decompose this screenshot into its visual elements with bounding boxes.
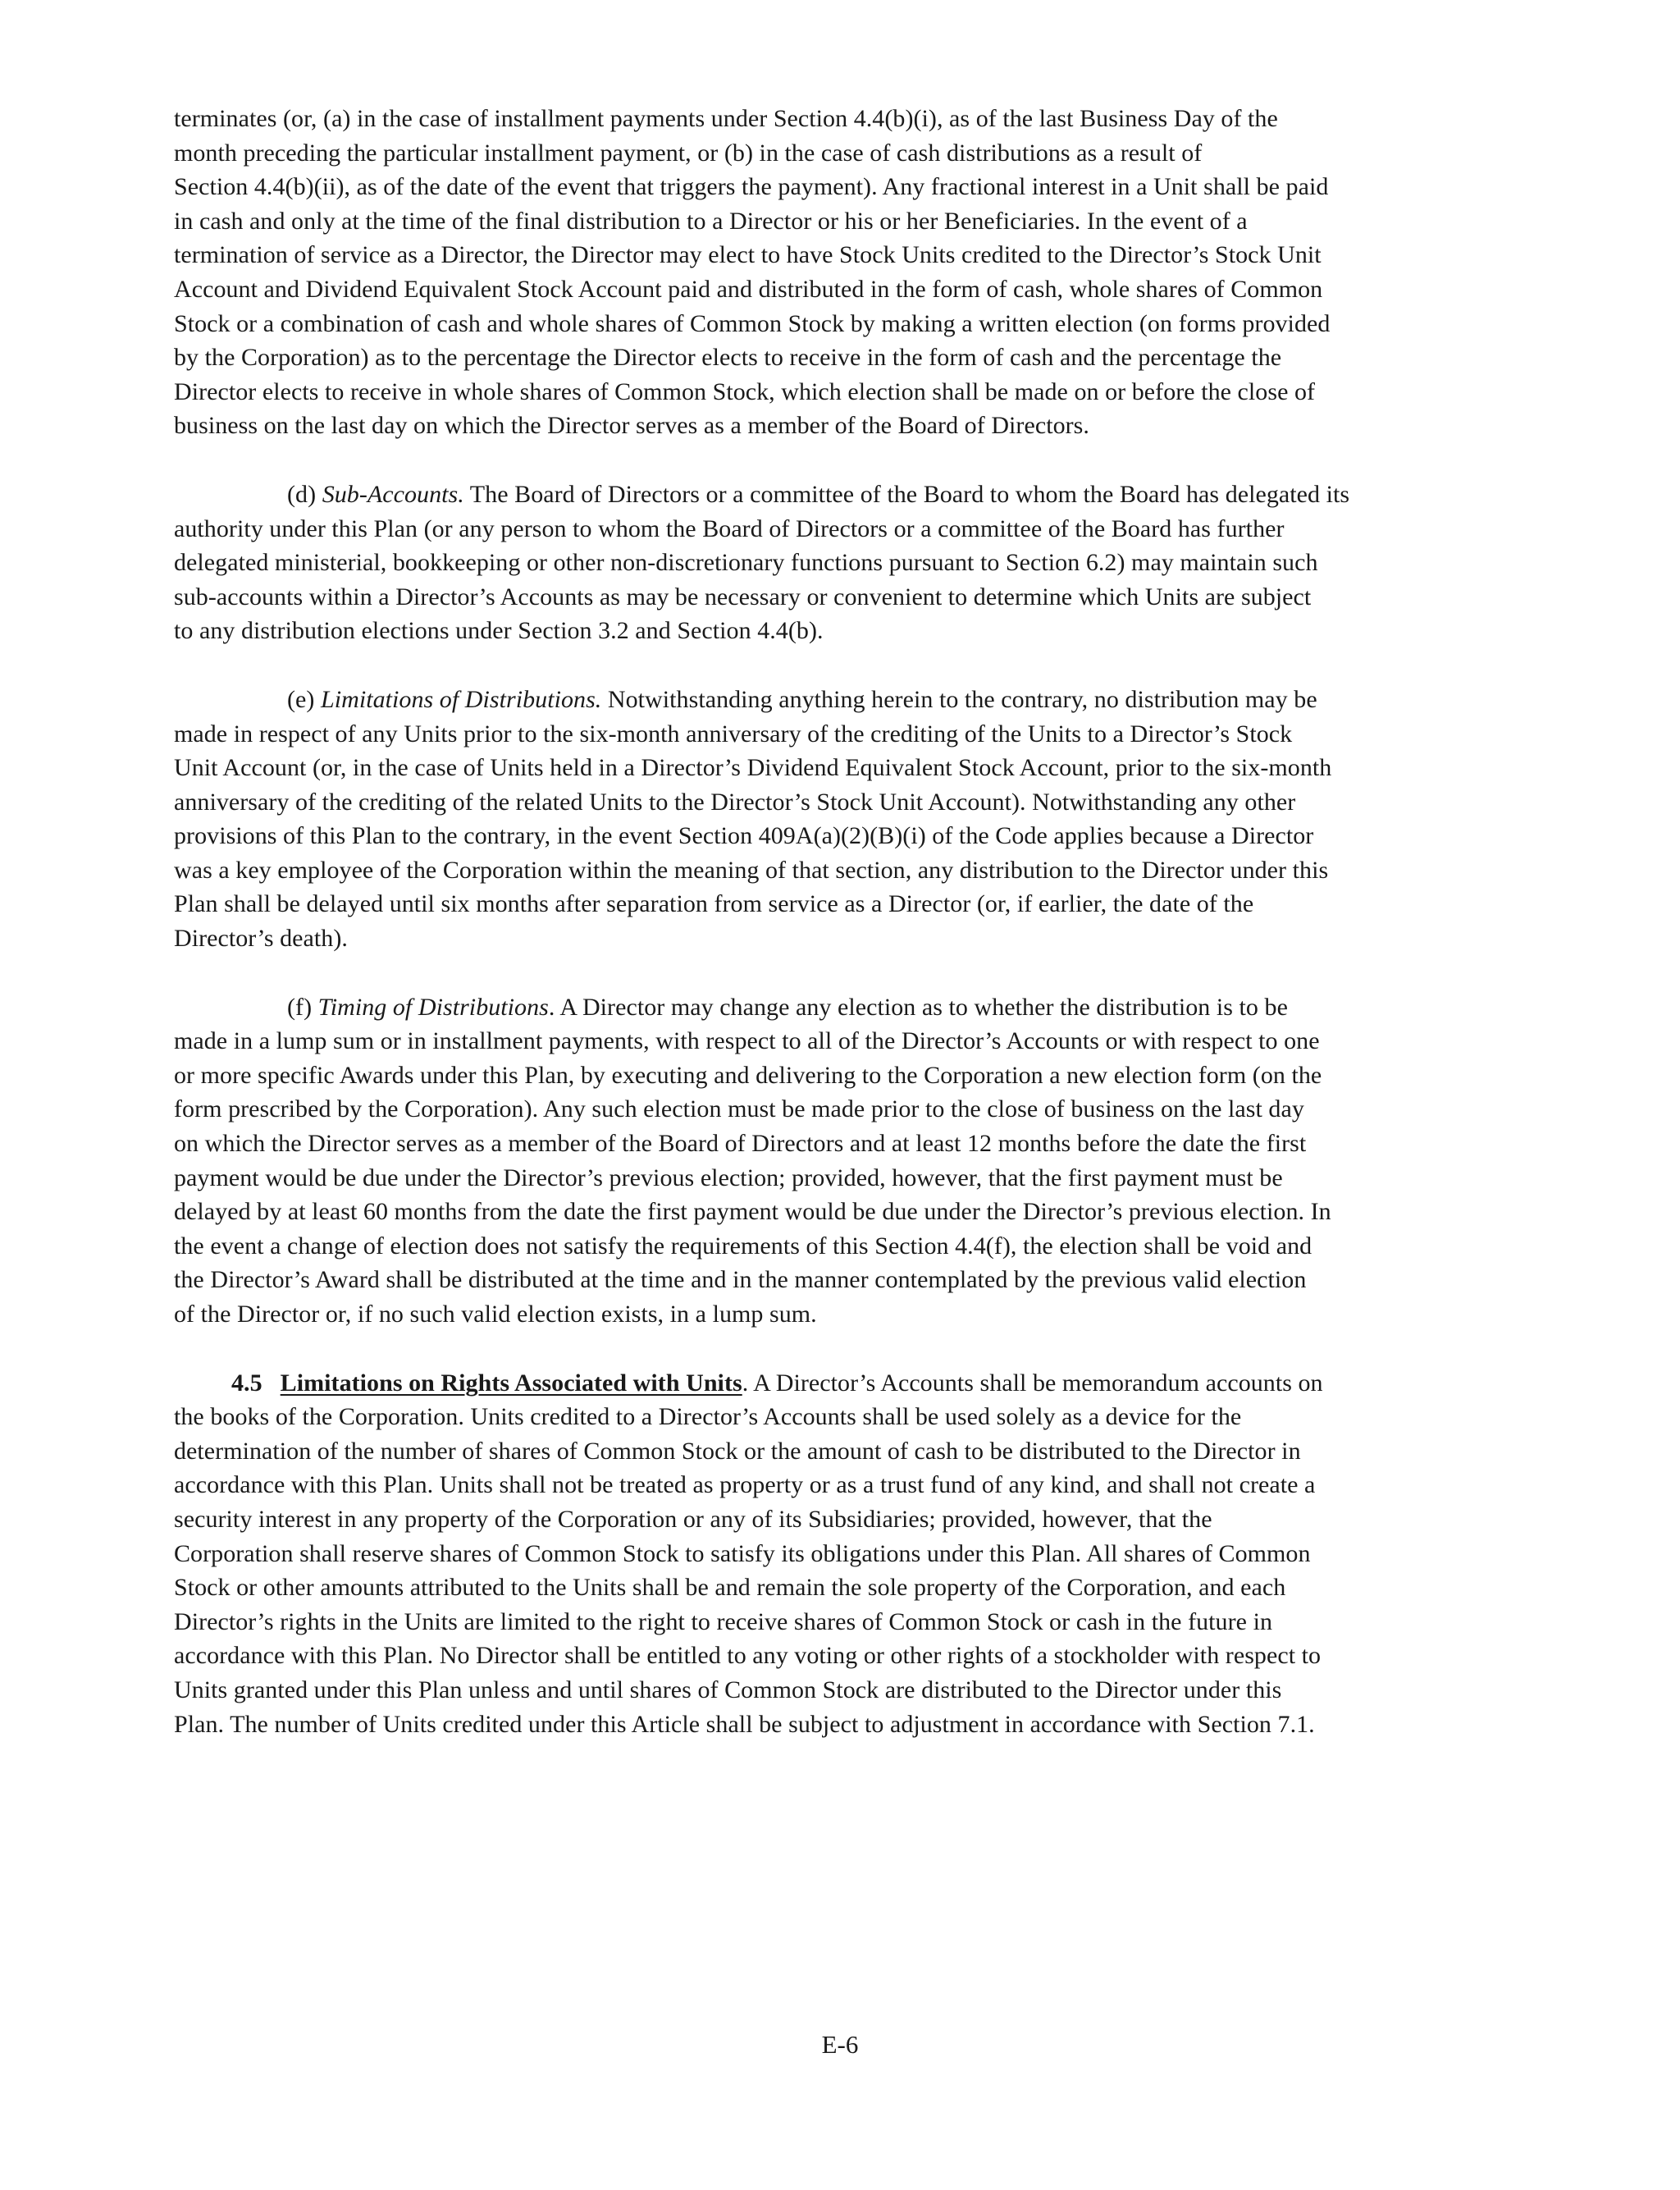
text-line: . A Director’s Accounts shall be memorandum accounts on [742,1369,1323,1397]
text-line: Corporation shall reserve shares of Common Stock to satisfy its obligations under this Plan. All shares of Common [174,1539,1311,1567]
section-title: Limitations on Rights Associated with Units [280,1369,742,1397]
text-line: in cash and only at the time of the final distribution to a Director or his or her Beneficiaries. In the event of a [174,207,1248,235]
text-line: Units granted under this Plan unless and until shares of Common Stock are distributed to the Director under this [174,1676,1282,1703]
text-line: delayed by at least 60 months from the date the first payment would be due under the Director’s previous election. In [174,1198,1331,1226]
text-line: made in respect of any Units prior to the six-month anniversary of the crediting of the Units to a Director’s Stock [174,720,1293,748]
page-number: E-6 [821,2030,859,2059]
text-line: the books of the Corporation. Units credited to a Director’s Accounts shall be used solely as a device for the [174,1403,1242,1431]
section-number: 4.5 [231,1369,262,1397]
text-line: payment would be due under the Director’s previous election; provided, however, that the first payment must be [174,1164,1283,1191]
text-line: determination of the number of shares of Common Stock or the amount of cash to be distributed to the Director in [174,1437,1301,1465]
text-line: Stock or a combination of cash and whole shares of Common Stock by making a written election (on forms provided [174,309,1331,337]
text-line: Unit Account (or, in the case of Units held in a Director’s Dividend Equivalent Stock Account, prior to the six-month [174,754,1332,782]
paragraph-d-sub-accounts [174,478,1509,648]
text-line: Director’s death). [174,925,348,953]
text-line: Director elects to receive in whole shares of Common Stock, which election shall be made on or before the close of [174,377,1316,405]
text-line: Section 4.4(b)(ii), as of the date of the event that triggers the payment). Any fractional interest in a Unit shall be paid [174,173,1329,201]
text-line: terminates (or, (a) in the case of installment payments under Section 4.4(b)(i), as of the last Business Day of the [174,105,1278,132]
text-line: on which the Director serves as a member of the Board of Directors and at least 12 months before the date the first [174,1130,1307,1158]
subsection-label: (e) [287,685,321,713]
text-line: the event a change of election does not satisfy the requirements of this Section 4.4(f), the election shall be void and [174,1232,1312,1260]
text-line: Stock or other amounts attributed to the Units shall be and remain the sole property of the Corporation, and each [174,1574,1286,1602]
text-line: accordance with this Plan. No Director shall be entitled to any voting or other rights of a stockholder with respect to [174,1642,1322,1670]
text-line: The Board of Directors or a committee of the Board to whom the Board has delegated its [463,480,1350,508]
text-line: or more specific Awards under this Plan, by executing and delivering to the Corporation a new election form (on the [174,1061,1322,1089]
text-line: accordance with this Plan. Units shall not be treated as property or as a trust fund of any kind, and shall not create a [174,1471,1316,1499]
text-line: sub-accounts within a Director’s Accounts as may be necessary or convenient to determine which Units are subject [174,583,1312,610]
text-line: to any distribution elections under Section 3.2 and Section 4.4(b). [174,617,824,645]
paragraph-continuation [174,102,1509,443]
text-line: form prescribed by the Corporation). Any such election must be made prior to the close of business on the last day [174,1095,1304,1123]
text-line: by the Corporation) as to the percentage the Director elects to receive in the form of cash and the percentage the [174,344,1282,372]
paragraph-f-timing-of-distributions [174,990,1509,1332]
text-line: termination of service as a Director, the Director may elect to have Stock Units credited to the Director’s Stock Unit [174,241,1322,269]
text-line: provisions of this Plan to the contrary, in the event Section 409A(a)(2)(B)(i) of the Code applies because a Director [174,822,1314,850]
text-line: . A Director may change any election as to whether the distribution is to be [548,993,1288,1021]
text-line: was a key employee of the Corporation within the meaning of that section, any distribution to the Director under this [174,856,1329,884]
text-line: Account and Dividend Equivalent Stock Account paid and distributed in the form of cash, whole shares of Common [174,275,1323,303]
text-line: made in a lump sum or in installment payments, with respect to all of the Director’s Accounts or with respect to one [174,1027,1320,1055]
text-line: Notwithstanding anything herein to the contrary, no distribution may be [601,685,1317,713]
text-line: security interest in any property of the Corporation or any of its Subsidiaries; provided, however, that the [174,1505,1212,1533]
subsection-label: (d) [287,480,322,508]
text-line: Plan. The number of Units credited under this Article shall be subject to adjustment in accordance with Section 7.1. [174,1710,1315,1738]
text-line: anniversary of the crediting of the related Units to the Director’s Stock Unit Account). Notwithstanding any other [174,788,1296,816]
subsection-heading: Limitations of Distributions. [321,685,602,713]
subsection-label: (f) [287,993,318,1021]
text-line: business on the last day on which the Director serves as a member of the Board of Directors. [174,412,1089,440]
paragraph-e-limitations-of-distributions [174,683,1509,956]
text-line: Plan shall be delayed until six months after separation from service as a Director (or, if earlier, the date of the [174,890,1254,918]
subsection-heading: Timing of Distributions [317,993,549,1021]
text-line: authority under this Plan (or any person to whom the Board of Directors or a committee of the Board has further [174,514,1285,542]
text-line: of the Director or, if no such valid election exists, in a lump sum. [174,1301,817,1328]
text-line: the Director’s Award shall be distributed at the time and in the manner contemplated by the previous valid election [174,1266,1307,1294]
section-4-5-limitations-on-rights [174,1366,1509,1742]
text-line: delegated ministerial, bookkeeping or other non-discretionary functions pursuant to Section 6.2) may maintain such [174,549,1318,577]
text-line: Director’s rights in the Units are limited to the right to receive shares of Common Stock or cash in the future in [174,1607,1272,1635]
text-line: month preceding the particular installment payment, or (b) in the case of cash distributions as a result of [174,139,1203,167]
subsection-heading: Sub-Accounts. [322,480,464,508]
document-body [174,102,1509,1776]
